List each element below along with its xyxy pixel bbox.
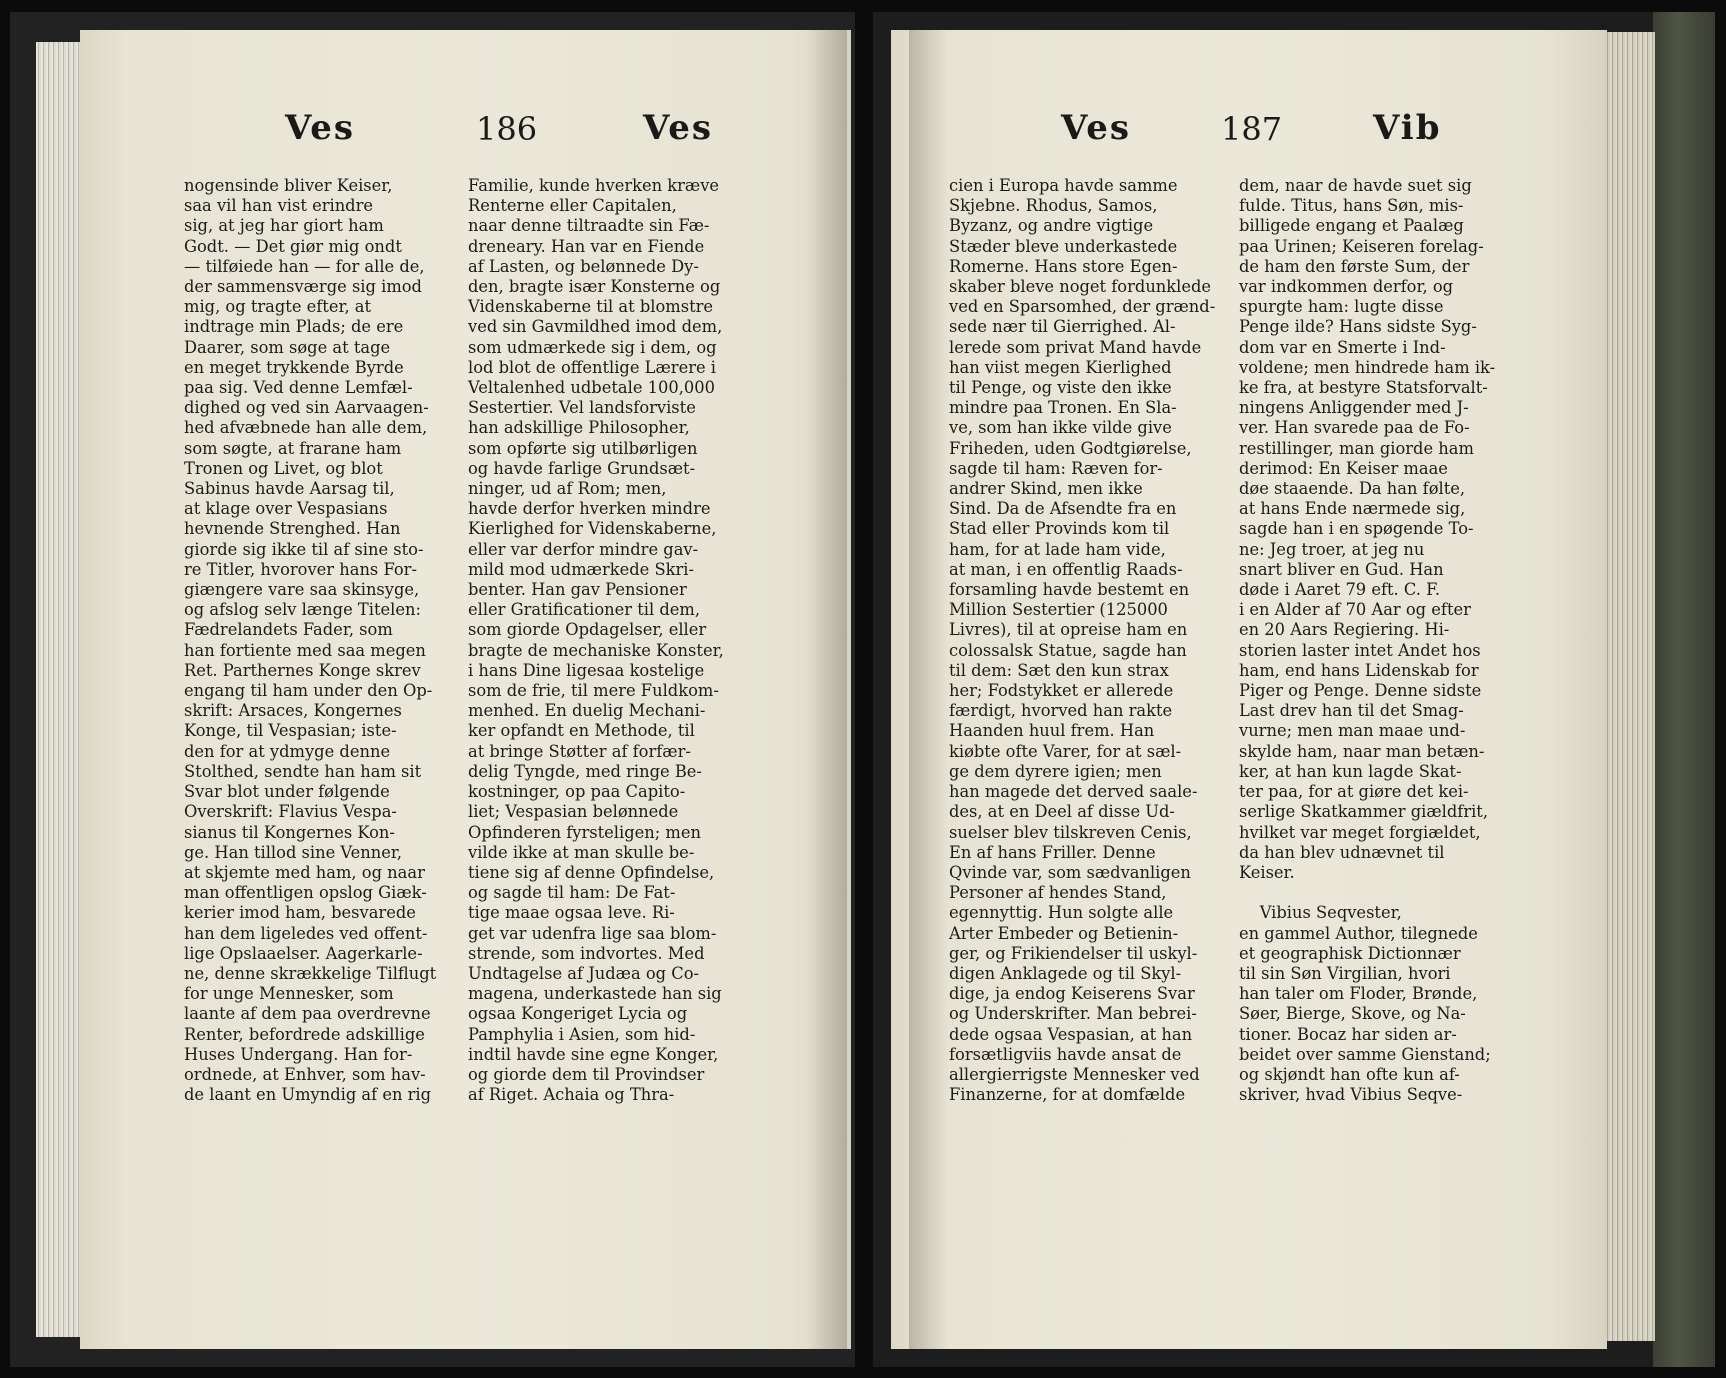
text-line: Penge ilde? Hans sidste Syg- (1239, 317, 1477, 337)
header-headword-left: Ves (285, 108, 356, 148)
text-line: vilde ikke at man skulle be- (468, 842, 695, 862)
text-line: havde derfor hverken mindre (468, 499, 711, 519)
text-line: Fædrelandets Fader, som (184, 620, 393, 640)
text-line: der sammensværge sig imod (184, 277, 422, 297)
text-line: som opførte sig utilbørligen (468, 438, 698, 458)
text-line: Friheden, uden Godtgiørelse, (949, 438, 1192, 458)
text-line: som udmærkede sig i dem, og (468, 337, 717, 357)
text-line: storien laster intet Andet hos (1239, 640, 1481, 660)
text-line: skylde ham, naar man betæn- (1239, 741, 1485, 761)
left-book-page (80, 30, 851, 1349)
text-line: ninger, ud af Rom; men, (468, 479, 667, 499)
text-line: forsætligviis havde ansat de (949, 1044, 1182, 1064)
text-line: ningens Anliggender med J- (1239, 398, 1469, 418)
text-line: get var udenfra lige saa blom- (468, 923, 717, 943)
text-line: Stolthed, sendte han ham sit (184, 761, 422, 781)
text-line: han viist megen Kierlighed (949, 357, 1172, 377)
text-line: kostninger, op paa Capito- (468, 782, 686, 802)
text-line: de ham den første Sum, der (1239, 256, 1470, 276)
text-line: ogsaa Kongeriget Lycia og (468, 1004, 688, 1024)
text-line: ne, denne skrækkelige Tilflugt (184, 963, 437, 983)
text-line: ke fra, at bestyre Statsforvalt- (1239, 378, 1488, 398)
text-line: Huses Undergang. Han for- (184, 1044, 413, 1064)
text-line: — tilføiede han — for alle de, (184, 256, 425, 276)
text-line: at hans Ende nærmede sig, (1239, 499, 1466, 519)
text-line: derimod: En Keiser maae (1239, 458, 1448, 478)
text-line: spurgte ham: lugte disse (1239, 297, 1444, 317)
text-line: skaber bleve noget fordunklede (949, 277, 1212, 297)
text-line: at skjemte med ham, og naar (184, 862, 425, 882)
text-line: sede nær til Gierrighed. Al- (949, 317, 1176, 337)
text-line: nogensinde bliver Keiser, (184, 176, 393, 195)
text-line (1239, 883, 1529, 903)
text-column-2 (468, 176, 750, 1105)
running-header (80, 108, 851, 158)
text-line: han dem ligeledes ved offent- (184, 923, 428, 943)
text-line: dede ogsaa Vespasian, at han (949, 1024, 1193, 1044)
text-line: en 20 Aars Regiering. Hi- (1239, 620, 1450, 640)
page-edges (36, 42, 84, 1337)
text-line: digen Anklagede og til Skyl- (949, 963, 1182, 983)
text-line: at klage over Vespasians (184, 499, 388, 519)
text-line: til dem: Sæt den kun strax (949, 660, 1169, 680)
text-line: giorde sig ikke til af sine sto- (184, 539, 424, 559)
text-line: lige Opslaaelser. Aagerkarle- (184, 943, 423, 963)
text-line: at man, i en offentlig Raads- (949, 559, 1183, 579)
text-line: ved en Sparsomhed, der grænd- (949, 297, 1216, 317)
text-line: da han blev udnævnet til (1239, 842, 1445, 862)
text-line: egennyttig. Hun solgte alle (949, 903, 1174, 923)
text-line: Livres), til at opreise ham en (949, 620, 1188, 640)
text-line: som de frie, til mere Fuldkom- (468, 681, 719, 701)
text-line: strende, som indvortes. Med (468, 943, 705, 963)
page-edges (1605, 32, 1655, 1341)
text-line: re Titler, hvorover hans For- (184, 559, 417, 579)
text-line: giængere vare saa skinsyge, (184, 580, 420, 600)
text-line: cien i Europa havde samme (949, 176, 1178, 195)
text-line: dom var en Smerte i Ind- (1239, 337, 1446, 357)
text-line: Sabinus havde Aarsag til, (184, 479, 395, 499)
text-line: Godt. — Det giør mig ondt (184, 236, 402, 256)
header-headword-right: Vib (1373, 108, 1442, 148)
text-line: Familie, kunde hverken kræve (468, 176, 720, 195)
text-line: paa Urinen; Keiseren forelag- (1239, 236, 1484, 256)
text-line: Svar blot under følgende (184, 782, 390, 802)
text-line: ge dem dyrere igien; men (949, 761, 1162, 781)
text-line: Renterne eller Capitalen, (468, 196, 677, 216)
text-line: vurne; men man maae und- (1239, 721, 1466, 741)
text-line: til sin Søn Virgilian, hvori (1239, 963, 1451, 983)
right-page-photo (873, 12, 1715, 1367)
text-line: ve, som han ikke vilde give (949, 418, 1172, 438)
text-line: den, bragte især Konsterne og (468, 277, 721, 297)
text-line: restillinger, man giorde ham (1239, 438, 1474, 458)
text-line: magena, underkastede han sig (468, 984, 722, 1004)
text-line: Daarer, som søge at tage (184, 337, 391, 357)
header-headword-right: Ves (643, 108, 714, 148)
text-line: i hans Dine ligesaa kostelige (468, 660, 705, 680)
text-line: færdigt, hvorved han rakte (949, 701, 1173, 721)
text-line: Stæder bleve underkastede (949, 236, 1178, 256)
text-line: eller Gratificationer til dem, (468, 600, 701, 620)
page-number: 187 (1221, 110, 1283, 148)
text-line: sagde han i en spøgende To- (1239, 519, 1474, 539)
header-headword-left: Ves (1061, 108, 1132, 148)
text-line: suelser blev tilskreven Cenis, (949, 822, 1192, 842)
text-line: serlige Skatkammer giældfrit, (1239, 802, 1489, 822)
text-line: han adskillige Philosopher, (468, 418, 690, 438)
text-line: af Lasten, og belønnede Dy- (468, 256, 699, 276)
text-line: forsamling havde bestemt en (949, 580, 1190, 600)
text-line: Tronen og Livet, og blot (184, 458, 383, 478)
text-line: Undtagelse af Judæa og Co- (468, 963, 699, 983)
text-line: døde i Aaret 79 eft. C. F. (1239, 580, 1441, 600)
text-line: tioner. Bocaz har siden ar- (1239, 1024, 1457, 1044)
text-line: og afslog selv længe Titelen: (184, 600, 421, 620)
text-line: hed afvæbnede han alle dem, (184, 418, 428, 438)
text-line: voldene; men hindrede ham ik- (1239, 357, 1496, 377)
text-line: delig Tyngde, med ringe Be- (468, 761, 702, 781)
text-line: og sagde til ham: De Fat- (468, 883, 676, 903)
text-line: eller var derfor mindre gav- (468, 539, 699, 559)
text-line: og havde farlige Grundsæt- (468, 458, 696, 478)
text-line: Last drev han til det Smag- (1239, 701, 1464, 721)
text-line: og skjøndt han ofte kun af- (1239, 1064, 1460, 1084)
text-line: Videnskaberne til at blomstre (468, 297, 714, 317)
text-line: hevnende Strenghed. Han (184, 519, 401, 539)
text-line: mild mod udmærkede Skri- (468, 559, 694, 579)
text-line: colossalsk Statue, sagde han (949, 640, 1187, 660)
text-line: den for at ydmyge denne (184, 741, 391, 761)
text-line: Piger og Penge. Denne sidste (1239, 681, 1482, 701)
text-line: til Penge, og viste den ikke (949, 378, 1172, 398)
text-line: ordnede, at Enhver, som hav- (184, 1064, 426, 1084)
text-line: Vibius Seqvester, (1239, 903, 1402, 923)
text-column-2 (1239, 176, 1529, 1105)
text-line: snart bliver en Gud. Han (1239, 559, 1444, 579)
text-line: tige maae ogsaa leve. Ri- (468, 903, 675, 923)
text-line: liet; Vespasian belønnede (468, 802, 679, 822)
text-line: ker, at han kun lagde Skat- (1239, 761, 1462, 781)
text-line: sianus til Kongernes Kon- (184, 822, 395, 842)
text-line: Sestertier. Vel landsforviste (468, 398, 696, 418)
text-line: for unge Mennesker, som (184, 984, 394, 1004)
text-line: indtrage min Plads; de ere (184, 317, 404, 337)
book-cover-edge (1653, 12, 1715, 1367)
text-line: indtil havde sine egne Konger, (468, 1044, 719, 1064)
text-line: menhed. En duelig Mechani- (468, 701, 706, 721)
text-line: dige, ja endog Keiserens Svar (949, 984, 1195, 1004)
running-header (891, 108, 1607, 158)
text-line: et geographisk Dictionnær (1239, 943, 1461, 963)
text-line: han magede det derved saale- (949, 782, 1198, 802)
text-line: fulde. Titus, hans Søn, mis- (1239, 196, 1464, 216)
right-book-page (891, 30, 1607, 1349)
text-line: her; Fodstykket er allerede (949, 681, 1174, 701)
text-line: skriver, hvad Vibius Seqve- (1239, 1085, 1463, 1105)
text-line: andrer Skind, men ikke (949, 479, 1143, 499)
text-line: paa sig. Ved denne Lemfæl- (184, 378, 413, 398)
text-line: beidet over samme Gienstand; (1239, 1044, 1491, 1064)
text-line: man offentligen opslog Giæk- (184, 883, 427, 903)
text-column-1 (184, 176, 454, 1105)
text-line: Stad eller Provinds kom til (949, 519, 1170, 539)
text-line: i en Alder af 70 Aar og efter (1239, 600, 1471, 620)
text-line: ham, for at lade ham vide, (949, 539, 1166, 559)
text-line: de laant en Umyndig af en rig (184, 1085, 432, 1105)
text-line: des, at en Deel af disse Ud- (949, 802, 1175, 822)
text-line: saa vil han vist erindre (184, 196, 374, 216)
text-line: Overskrift: Flavius Vespa- (184, 802, 397, 822)
text-line: af Riget. Achaia og Thra- (468, 1085, 675, 1105)
text-line: skrift: Arsaces, Kongernes (184, 701, 402, 721)
text-line: ker opfandt en Methode, til (468, 721, 695, 741)
text-line: benter. Han gav Pensioner (468, 580, 687, 600)
text-line: Kierlighed for Videnskaberne, (468, 519, 717, 539)
text-line: laante af dem paa overdrevne (184, 1004, 431, 1024)
text-line: Konge, til Vespasian; iste- (184, 721, 397, 741)
text-line: Sind. Da de Afsendte fra en (949, 499, 1177, 519)
text-line: kerier imod ham, besvarede (184, 903, 416, 923)
text-line: Haanden huul frem. Han (949, 721, 1155, 741)
text-line: døe staaende. Da han følte, (1239, 479, 1466, 499)
text-line: Arter Embeder og Betienin- (949, 923, 1179, 943)
text-line: allergierrigste Mennesker ved (949, 1064, 1200, 1084)
text-line: en meget trykkende Byrde (184, 357, 404, 377)
text-line: dem, naar de havde suet sig (1239, 176, 1472, 195)
text-line: og Underskrifter. Man bebrei- (949, 1004, 1197, 1024)
text-line: at bringe Støtter af forfær- (468, 741, 691, 761)
text-line: ge. Han tillod sine Venner, (184, 842, 403, 862)
gutter-shadow (909, 30, 949, 1349)
text-line: Qvinde var, som sædvanligen (949, 862, 1191, 882)
text-line: dighed og ved sin Aarvaagen- (184, 398, 429, 418)
text-line: lerede som privat Mand havde (949, 337, 1202, 357)
text-line: var indkommen derfor, og (1239, 277, 1454, 297)
text-line: ham, end hans Lidenskab for (1239, 660, 1479, 680)
text-line: sig, at jeg har giort ham (184, 216, 384, 236)
text-line: En af hans Friller. Denne (949, 842, 1156, 862)
text-line: Million Sestertier (125000 (949, 600, 1168, 620)
text-column-1 (949, 176, 1231, 1105)
text-line: hvilket var meget forgiældet, (1239, 822, 1481, 842)
text-line: Opfinderen fyrsteligen; men (468, 822, 701, 842)
text-line: lod blot de offentlige Lærere i (468, 357, 717, 377)
text-line: Personer af hendes Stand, (949, 883, 1167, 903)
text-line: ver. Han svarede paa de Fo- (1239, 418, 1470, 438)
text-line: Ret. Parthernes Konge skrev (184, 660, 421, 680)
text-line: dreneary. Han var en Fiende (468, 236, 705, 256)
text-line: Finanzerne, for at domfælde (949, 1085, 1186, 1105)
text-line: Renter, befordrede adskillige (184, 1024, 425, 1044)
text-line: engang til ham under den Op- (184, 681, 433, 701)
gutter-shadow (807, 30, 847, 1349)
text-line: mig, og tragte efter, at (184, 297, 372, 317)
text-line: naar denne tiltraadte sin Fæ- (468, 216, 710, 236)
text-line: Skjebne. Rhodus, Samos, (949, 196, 1158, 216)
text-line: ne: Jeg troer, at jeg nu (1239, 539, 1425, 559)
text-line: Søer, Bierge, Skove, og Na- (1239, 1004, 1466, 1024)
text-line: mindre paa Tronen. En Sla- (949, 398, 1177, 418)
text-line: ter paa, for at giøre det kei- (1239, 782, 1469, 802)
text-line: Keiser. (1239, 862, 1295, 882)
text-line: Pamphylia i Asien, som hid- (468, 1024, 696, 1044)
text-line: kiøbte ofte Varer, for at sæl- (949, 741, 1182, 761)
text-line: ger, og Frikiendelser til uskyl- (949, 943, 1198, 963)
text-line: og giorde dem til Provindser (468, 1064, 705, 1084)
text-line: en gammel Author, tilegnede (1239, 923, 1478, 943)
text-line: som søgte, at frarane ham (184, 438, 402, 458)
text-line: Romerne. Hans store Egen- (949, 256, 1178, 276)
text-line: han taler om Floder, Brønde, (1239, 984, 1478, 1004)
left-page-photo (10, 12, 855, 1367)
text-line: som giorde Opdagelser, eller (468, 620, 707, 640)
text-line: tiene sig af denne Opfindelse, (468, 862, 715, 882)
text-line: han fortiente med saa megen (184, 640, 426, 660)
text-line: Veltalenhed udbetale 100,000 (468, 378, 715, 398)
text-line: billigede engang et Paalæg (1239, 216, 1464, 236)
text-line: sagde til ham: Ræven for- (949, 458, 1163, 478)
text-line: ved sin Gavmildhed imod dem, (468, 317, 723, 337)
text-line: Byzanz, og andre vigtige (949, 216, 1154, 236)
text-line: bragte de mechaniske Konster, (468, 640, 724, 660)
page-number: 186 (476, 110, 538, 148)
